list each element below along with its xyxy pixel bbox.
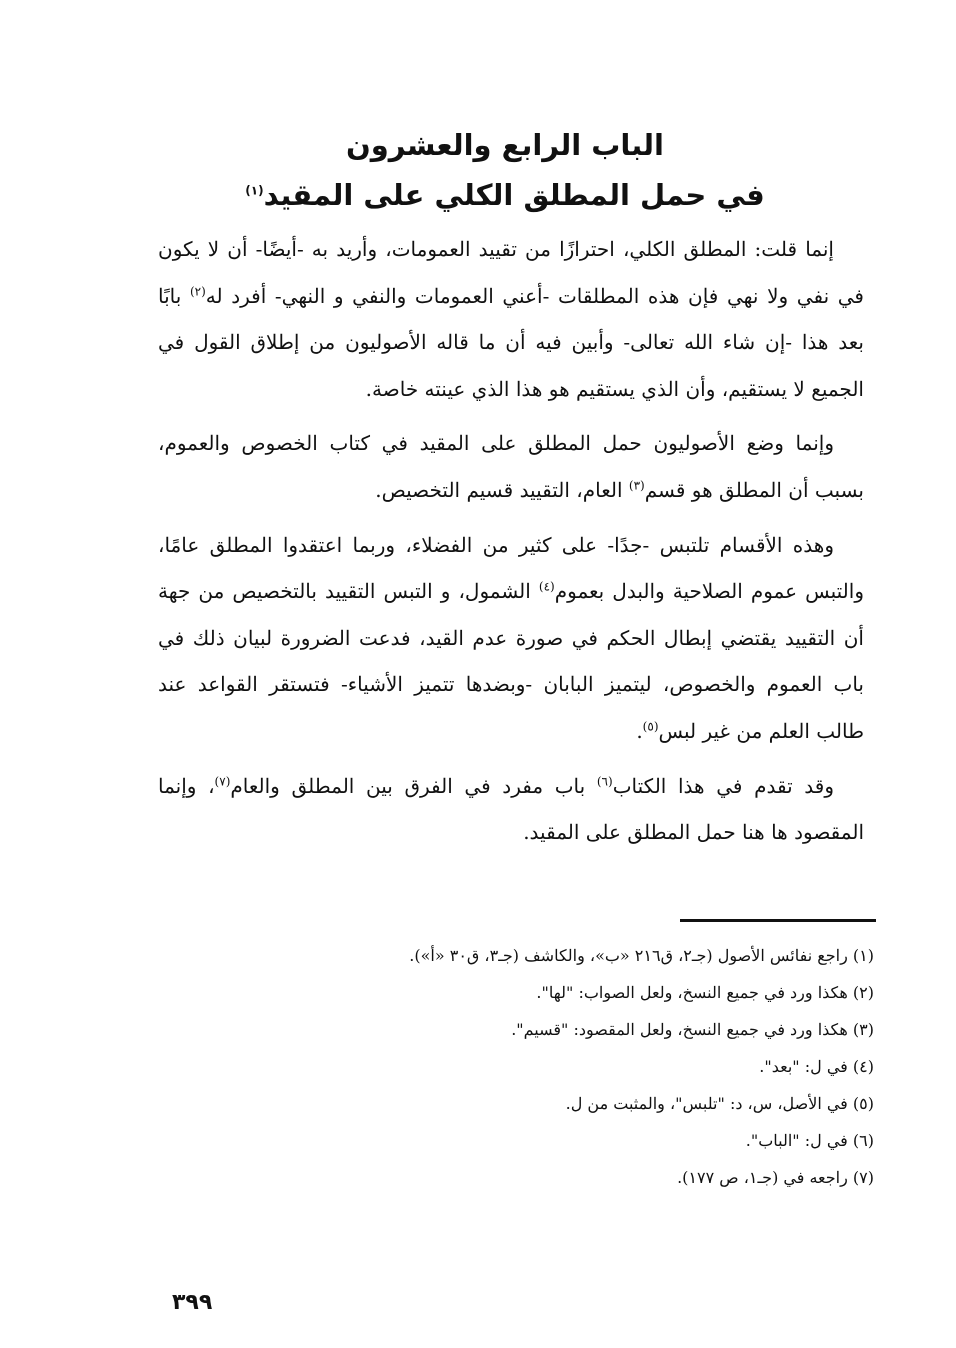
page-number: ٣٩٩ [172,1290,213,1315]
footnote-ref-2: (٢) [189,283,206,298]
chapter-heading [150,120,860,220]
footnote-2: (٢) هكذا ورد في جميع النسخ، ولعل الصواب: "لها". [536,983,874,1002]
footnote-5: (٥) في الأصل، س، د: "تلبس"، والمثبت من ل. [565,1094,874,1113]
footnote-ref-1: (١) [245,183,264,198]
paragraph-3-part-b: الشمول، و التبس التقييد بالتخصيص من جهة أن التقييد يقتضي إبطال الحكم في صورة عدم القيد، فدعت الضرورة لبيان ذلك في باب العموم والخصوص، ليتميز البابان -وبضدها تتميز الأشياء- فتستقر القواعد عند طالب العلم من غير لبس [158,579,864,743]
chapter-title: الباب الرابع والعشرون [346,128,664,162]
paragraph-3 [158,522,864,755]
body-text [158,226,864,864]
chapter-subtitle-text: في حمل المطلق الكلي على المقيد [263,178,765,212]
paragraph-4-part-c: ، وإنما المقصود ها هنا حمل المطلق على المقيد. [158,773,864,845]
chapter-subtitle [150,170,860,220]
paragraph-2 [158,420,864,513]
paragraph-1-part-a: إنما قلت: المطلق الكلي، احترازًا من تقييد العمومات، وأريد به -أيضًا- أن لا يكون في نفي ولا نهي فإن هذه المطلقات -أعني العمومات والنفي و النهي- أفرد له [158,237,864,308]
footnote-6: (٦) في ل: "الباب". [745,1131,874,1150]
footnote-ref-5: (٥) [642,719,659,734]
paragraph-1 [158,226,864,412]
paragraph-1-part-b: بابًا بعد هذا -إن شاء الله تعالى- وأبين فيه أن ما قاله الأصوليون من إطلاق القول في الجميع لا يستقيم، وأن الذي يستقيم هو هذا الذي عينته خاصة. [158,283,864,401]
footnote-ref-4: (٤) [538,579,555,594]
footnotes-list [154,937,874,1196]
footnote-ref-3: (٣) [628,478,645,493]
paragraph-3-part-a: وهذه الأقسام تلتبس -جدًا- على كثير من الفضلاء، وربما اعتقدوا المطلق عامًا، والتبس عموم الصلاحية والبدل بعموم [158,532,864,604]
footnote-4: (٤) في ل: "بعد". [759,1057,874,1076]
paragraph-4 [158,763,864,856]
paragraph-3-part-c: . [636,718,643,743]
footnote-ref-6: (٦) [596,773,613,788]
footnote-3: (٣) هكذا ورد في جميع النسخ، ولعل المقصود: "قسيم". [511,1020,874,1039]
footnote-1: (١) راجع نفائس الأصول (جـ٢، ق٢١٦ «ب»، والكاشف (جـ٣، ق٣٠ «أ»). [409,946,874,965]
paragraph-4-part-b: باب مفرد في الفرق بين المطلق والعام [230,773,597,798]
footnote-7: (٧) راجعه في (جـ١، ص ١٧٧). [677,1168,874,1187]
paragraph-4-part-a: وقد تقدم في هذا الكتاب [612,773,835,798]
footnote-divider [680,919,876,922]
paragraph-2-part-b: العام، التقييد قسيم التخصيص. [375,477,629,502]
paragraph-2-part-a: وإنما وضع الأصوليون حمل المطلق على المقيد في كتاب الخصوص والعموم، بسبب أن المطلق هو قسم [158,431,864,502]
footnote-ref-7: (٧) [214,773,231,788]
